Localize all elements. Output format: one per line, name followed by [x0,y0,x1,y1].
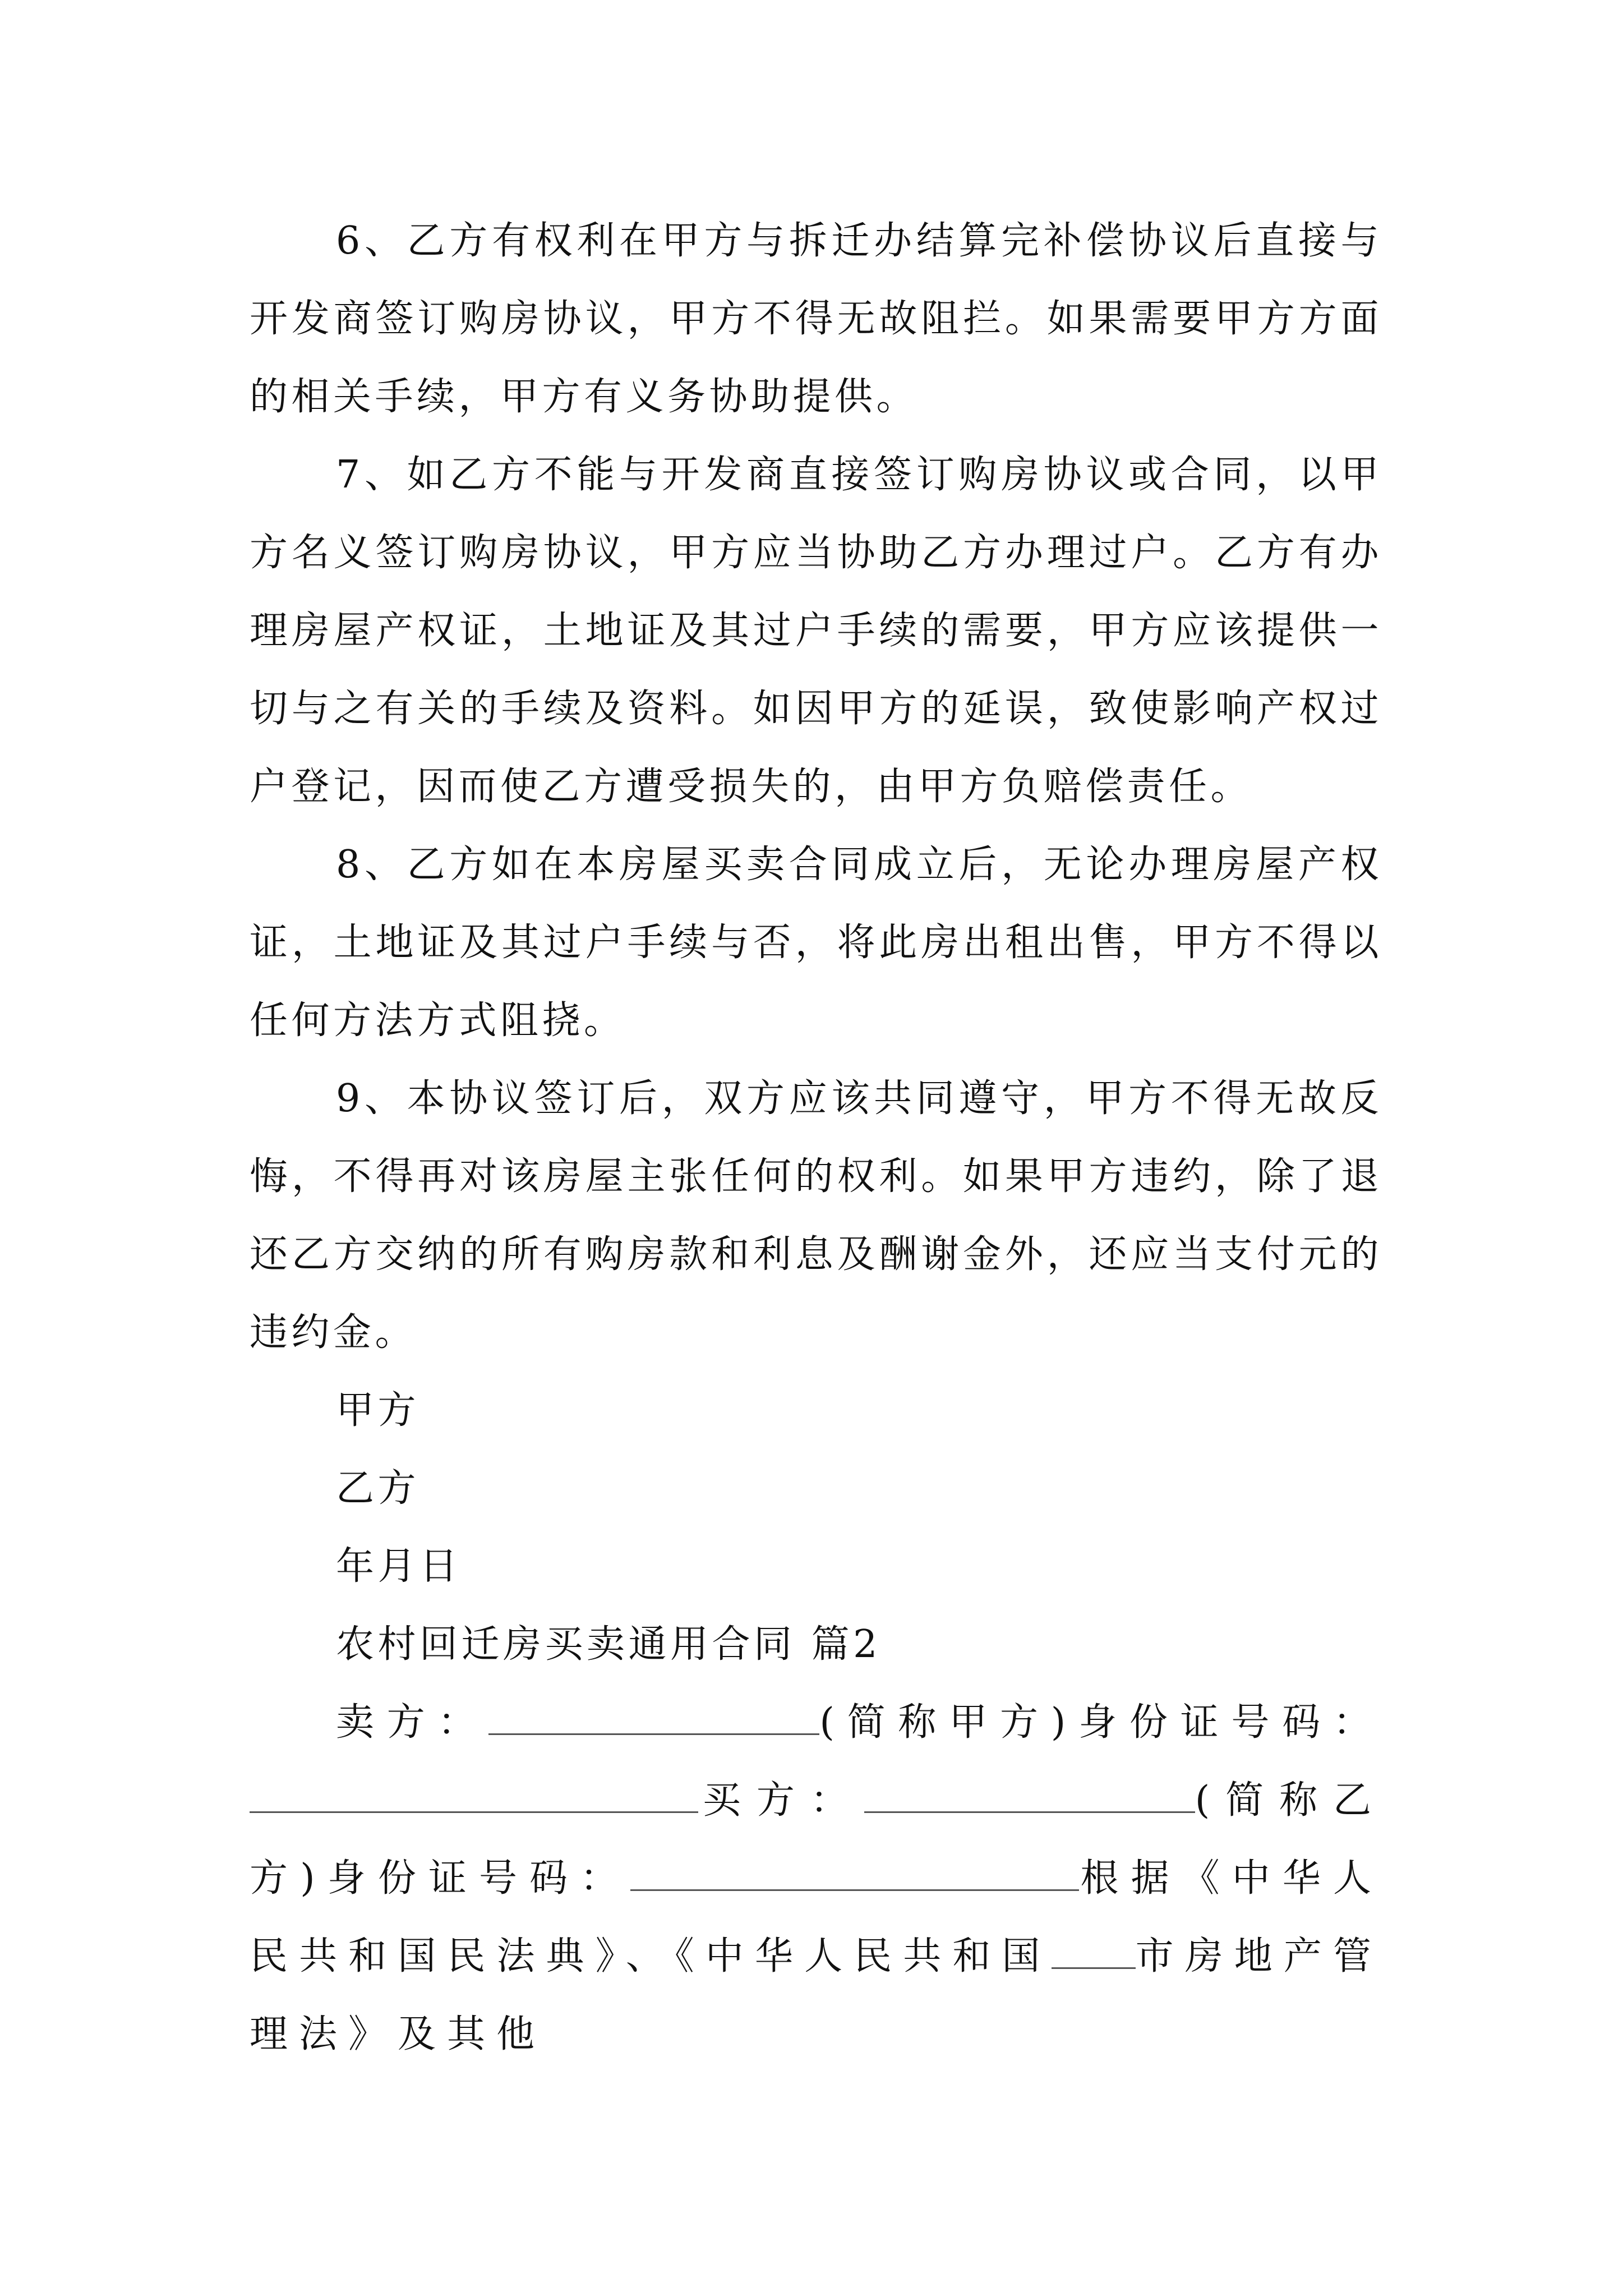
seller-label: 卖方： [336,1700,489,1745]
party-b-signature-label: 乙方 [336,1466,420,1511]
contract-intro [250,1683,1382,2073]
buyer-id-label: 身份证号码： [326,1856,631,1901]
seller-id-blank [250,1780,698,1813]
buyer-note: (简称乙方) [250,1778,1382,1901]
section-title: 农村回迁房买卖通用合同 篇2 [336,1622,881,1667]
document-body [250,202,1382,2073]
clause-8: 8、乙方如在本房屋买卖合同成立后，无论办理房屋产权证，土地证及其过户手续与否，将此房出租出售，甲方不得以任何方法方式阻挠。 [250,843,1382,1043]
buyer-label: 买方： [698,1778,864,1823]
seller-name-blank [488,1702,819,1735]
clause-6: 6、乙方有权利在甲方与拆迁办结算完补偿协议后直接与开发商签订购房协议，甲方不得无故阻拦。如果需要甲方方面的相关手续，甲方有义务协助提供。 [250,219,1382,419]
clause-7: 7、如乙方不能与开发商直接签订购房协议或合同，以甲方名义签订购房协议，甲方应当协助乙方办理过户。乙方有办理房屋产权证，土地证及其过户手续的需要，甲方应该提供一切与之有关的手续及资料。如因甲方的延误，致使影响产权过户登记，因而使乙方遭受损失的，由甲方负赔偿责任。 [250,453,1382,809]
buyer-name-blank [864,1780,1195,1813]
city-name-blank [1052,1936,1136,1969]
law-reference-part-2: 市房地产管理法》及其他 [250,1934,1382,2056]
party-a-signature-label: 甲方 [336,1388,420,1433]
law-reference-part-1: 根据《中华人民共和国民法典》、《中华人民共和国 [250,1856,1382,1978]
signature-date-line: 年月日 [336,1544,462,1589]
buyer-id-blank [630,1858,1079,1891]
seller-note: (简称甲方)身份证号码： [819,1700,1382,1745]
clause-9: 9、本协议签订后，双方应该共同遵守，甲方不得无故反悔，不得再对该房屋主张任何的权利。如果甲方违约，除了退还乙方交纳的所有购房款和利息及酬谢金外，还应当支付元的违约金。 [250,1076,1382,1355]
